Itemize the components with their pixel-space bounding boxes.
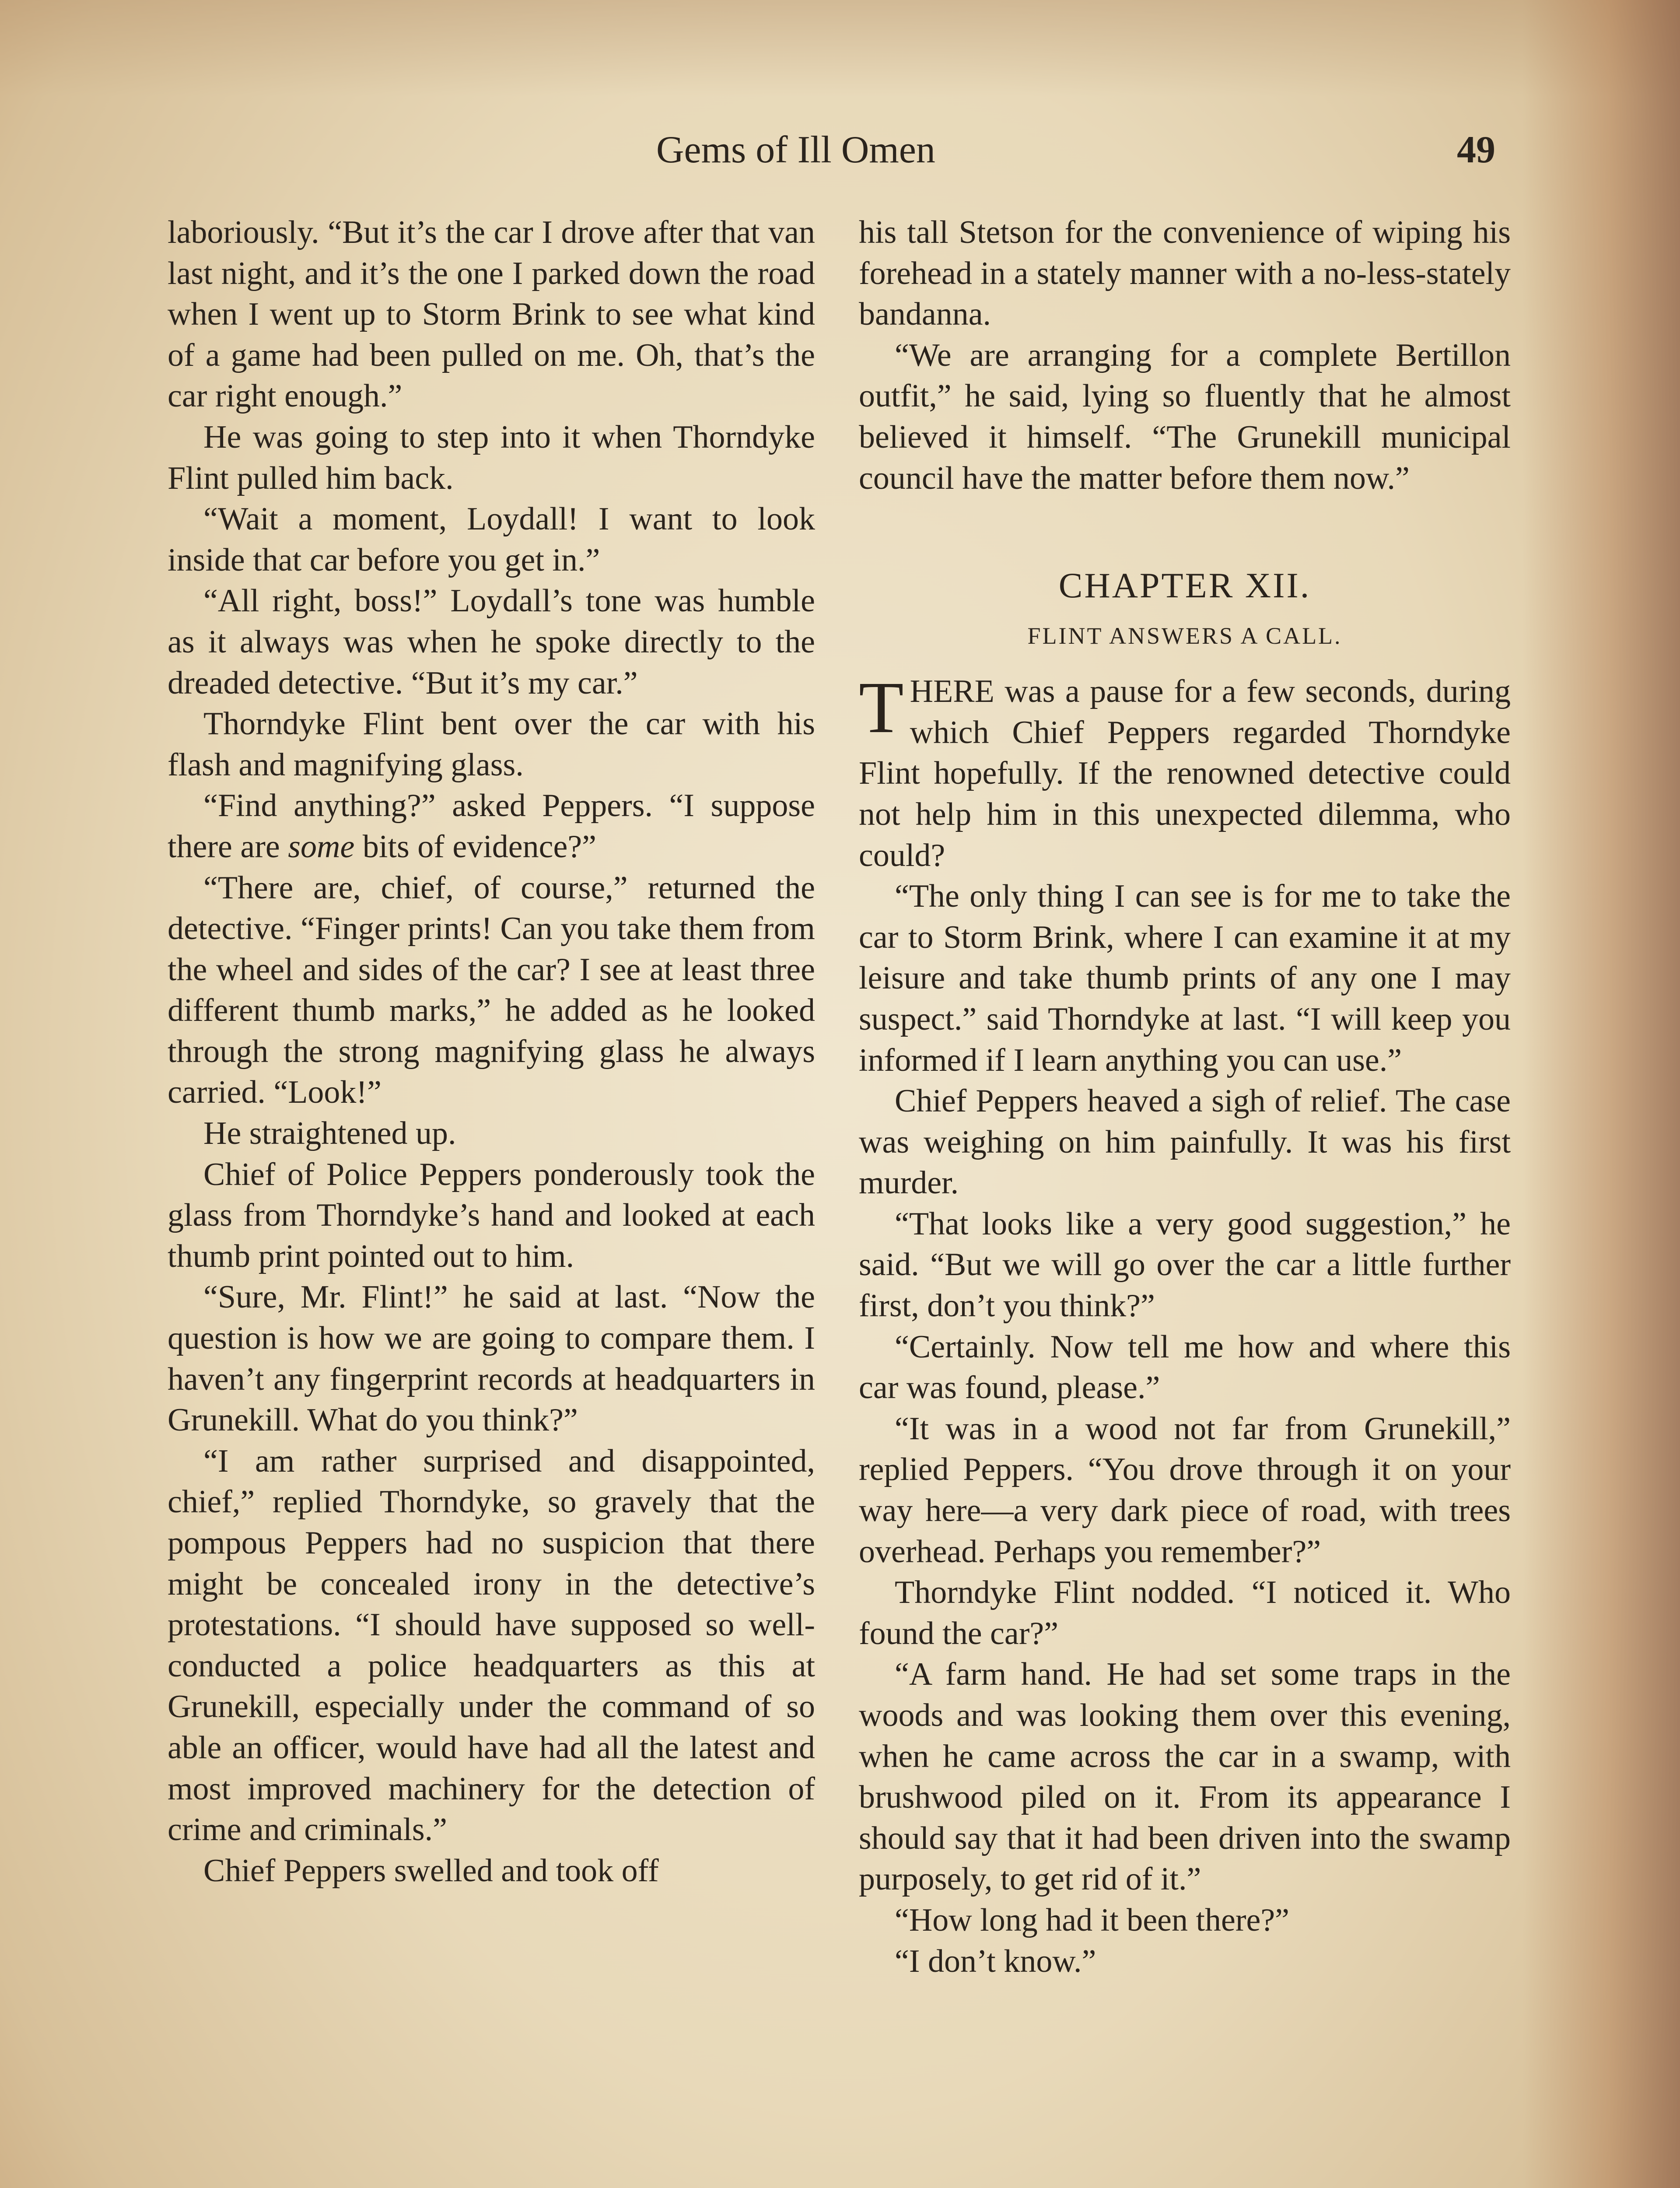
paragraph-text: bits of evidence?” [354, 828, 597, 865]
paragraph: Thorndyke Flint nodded. “I noticed it. Who found the car?” [859, 1574, 1511, 1652]
paragraph: his tall Stetson for the convenience of wiping his forehead in a stately manner with a no-less-stately bandanna. [859, 214, 1511, 333]
paper-right-stain [1522, 0, 1680, 2188]
paragraph: He was going to step into it when Thorndyke Flint pulled him back. [168, 419, 815, 496]
paragraph [168, 785, 815, 867]
paragraph: “We are arranging for a complete Bertillon outfit,” he said, lying so fluently that he almost believed it himself. “The Grunekill municipal council have the matter before them now.” [859, 337, 1511, 496]
chapter-title: CHAPTER XII. [1058, 565, 1311, 606]
paragraph: “A farm hand. He had set some traps in the woods and was looking them over this evening, when he came across the car in a swamp, with brushwood piled on it. From its appearance I should say that it had been driven into the swamp purposely, to get rid of it.” [859, 1656, 1511, 1897]
left-column [168, 212, 815, 1891]
paragraph: “All right, boss!” Loydall’s tone was humble as it always was when he spoke directly to the dreaded detective. “But it’s my car.” [168, 583, 815, 701]
paragraph: “I am rather surprised and disappointed, chief,” replied Thorndyke, so gravely that the pompous Peppers had no suspicion that there might be concealed irony in the detective’s protestations. “I should have supposed so well-conducted a police headquarters as this at Grunekill, especially under the command of so able an officer, would have had all the latest and most improved machinery for the detection of crime and criminals.” [168, 1443, 815, 1848]
paragraph: “It was in a wood not far from Grunekill,” replied Peppers. “You drove through it on your way here—a very dark piece of road, with trees overhead. Perhaps you remember?” [859, 1410, 1511, 1570]
paragraph: “Sure, Mr. Flint!” he said at last. “Now the question is how we are going to compare them. I haven’t any fingerprint records at headquarters in Grunekill. What do you think?” [168, 1279, 815, 1438]
paragraph: “There are, chief, of course,” returned the detective. “Finger prints! Can you take them from the wheel and sides of the car? I see at least three different thumb marks,” he added as he looked through the strong magnifying glass he always carried. “Look!” [168, 870, 815, 1111]
paragraph: “I don’t know.” [895, 1943, 1096, 1979]
paper-top-shadow [0, 0, 1680, 96]
paragraph: Chief Peppers swelled and took off [203, 1852, 659, 1889]
paragraph: laboriously. “But it’s the car I drove after that van last night, and it’s the one I parked down the road when I went up to Storm Brink to see what kind of a game had been pulled on me. Oh, that’s the car right enough.” [168, 214, 815, 414]
drop-cap: T [859, 667, 904, 749]
emphasis-text: some [288, 828, 355, 865]
paragraph: Chief Peppers heaved a sigh of relief. The case was weighing on him painfully. It was his first murder. [859, 1083, 1511, 1201]
page-number: 49 [1457, 129, 1495, 171]
running-title: Gems of Ill Omen [656, 129, 935, 171]
running-head [0, 128, 1680, 185]
paragraph: “Wait a moment, Loydall! I want to look inside that car before you get in.” [168, 501, 815, 578]
chapter-subtitle: FLINT ANSWERS A CALL. [1027, 623, 1342, 649]
paragraph: “That looks like a very good suggestion,” he said. “But we will go over the car a little further first, don’t you think?” [859, 1206, 1511, 1324]
paragraph-text: “Find anything?” asked Peppers. “I suppose there are [168, 788, 815, 865]
paragraph: “How long had it been there?” [895, 1902, 1290, 1938]
right-column [859, 212, 1511, 1982]
paragraph-text: HERE was a pause for a few seconds, during which Chief Peppers regarded Thorndyke Flint hopefully. If the renowned detective could not help him in this unexpected dilemma, who could? [859, 673, 1511, 873]
paragraph: He straightened up. [203, 1115, 456, 1152]
paragraph: “The only thing I can see is for me to take the car to Storm Brink, where I can examine it at my leisure and take thumb prints of any one I may suspect.” said Thorndyke at last. “I will keep you informed if I learn anything you can use.” [859, 878, 1511, 1078]
paragraph: “Certainly. Now tell me how and where this car was found, please.” [859, 1329, 1511, 1406]
paragraph: Chief of Police Peppers ponderously took the glass from Thorndyke’s hand and looked at each thumb print pointed out to him. [168, 1156, 815, 1274]
paragraph: Thorndyke Flint bent over the car with his flash and magnifying glass. [168, 706, 815, 783]
paragraph [859, 667, 1511, 876]
